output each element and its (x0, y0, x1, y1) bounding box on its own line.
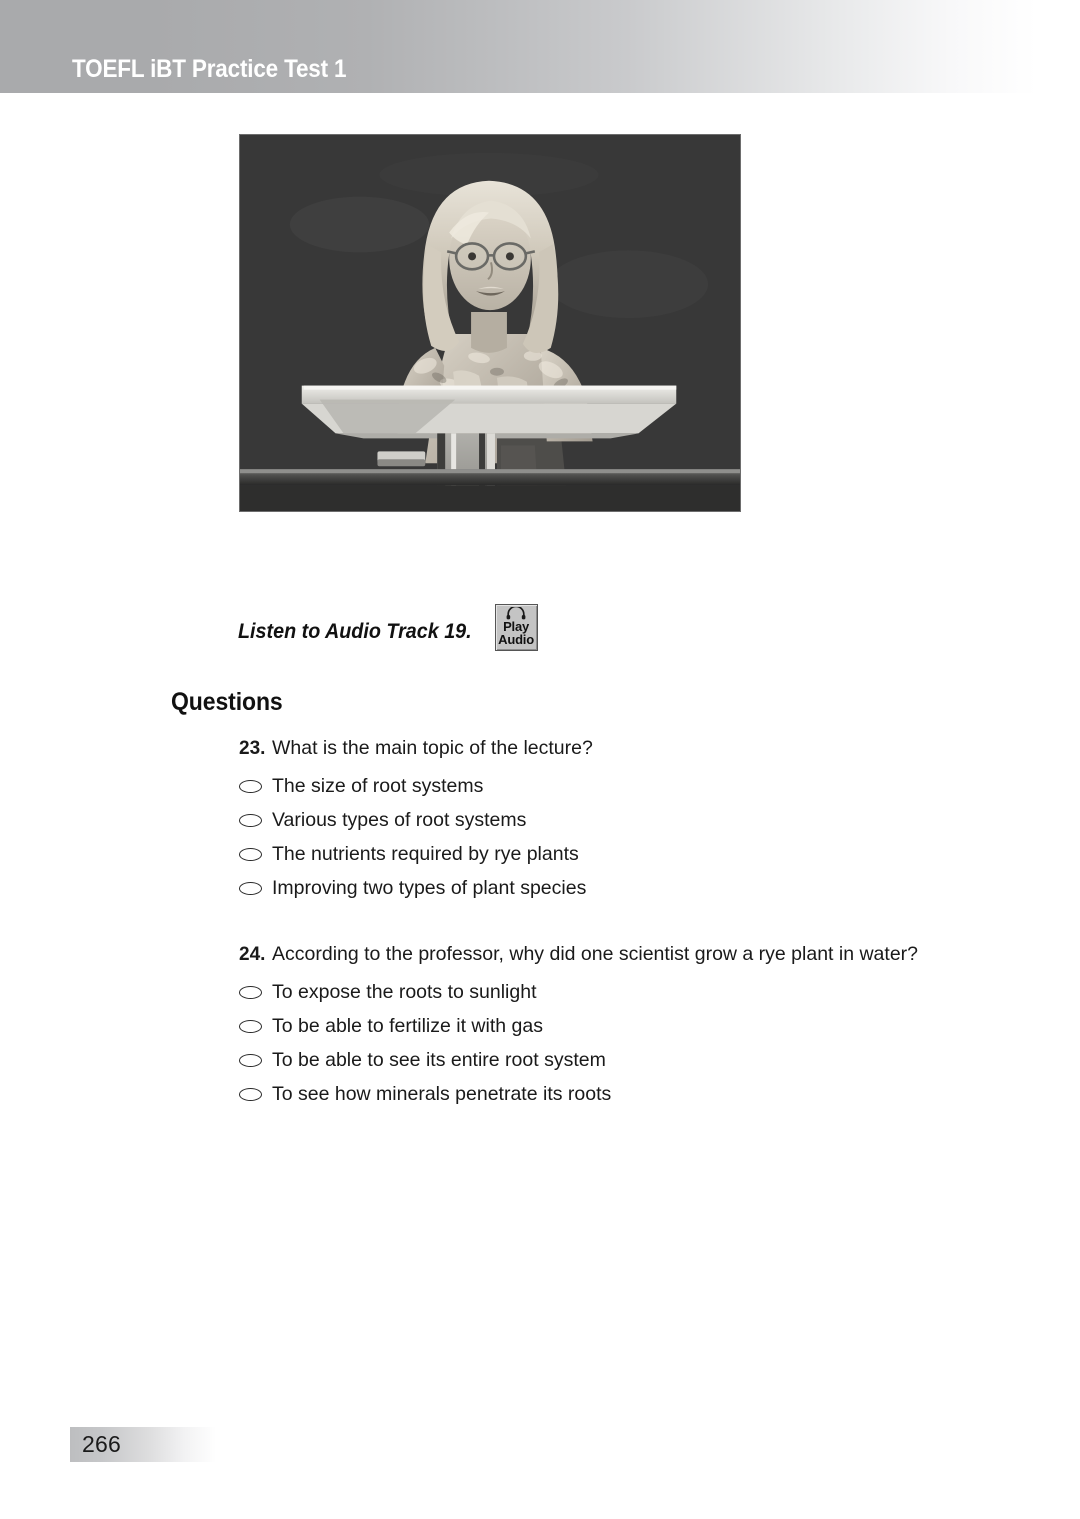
answer-choice[interactable] (239, 803, 919, 837)
answer-choice[interactable] (239, 871, 919, 905)
question-item (239, 735, 919, 905)
play-audio-label-line1: Play (503, 619, 530, 634)
question-item (239, 941, 919, 1111)
questions-list (239, 735, 919, 1111)
answer-choice[interactable] (239, 837, 919, 871)
audio-instruction-label: Listen to Audio Track 19. (238, 620, 472, 643)
answer-choice[interactable] (239, 1077, 919, 1111)
answer-choice-label: Various types of root systems (272, 808, 527, 831)
play-audio-label-line2: Audio (498, 632, 534, 647)
answer-choice-label: The nutrients required by rye plants (272, 842, 579, 865)
answer-choice[interactable] (239, 975, 919, 1009)
answer-choice[interactable] (239, 1009, 919, 1043)
question-number: 23. (239, 738, 266, 759)
radio-oval-icon[interactable] (239, 1020, 272, 1033)
answer-choice-label: The size of root systems (272, 774, 484, 797)
answer-choice[interactable] (239, 769, 919, 803)
play-audio-button[interactable] (495, 604, 538, 651)
answer-choice[interactable] (239, 1043, 919, 1077)
radio-oval-icon[interactable] (239, 1054, 272, 1067)
page-header (0, 0, 1080, 93)
lecture-photo (239, 134, 741, 512)
answer-choice-label: To expose the roots to sunlight (272, 980, 537, 1003)
lecture-photo-graphic (240, 135, 740, 511)
answer-choice-label: To be able to see its entire root system (272, 1048, 606, 1071)
question-text: According to the professor, why did one scientist grow a rye plant in water? (272, 943, 919, 965)
page-title: TOEFL iBT Practice Test 1 (72, 55, 347, 83)
answer-choice-label: To be able to fertilize it with gas (272, 1014, 543, 1037)
radio-oval-icon[interactable] (239, 814, 272, 827)
question-stem (239, 735, 919, 762)
question-text: What is the main topic of the lecture? (272, 737, 593, 759)
answer-choice-label: To see how minerals penetrate its roots (272, 1082, 612, 1105)
radio-oval-icon[interactable] (239, 780, 272, 793)
page-number: 266 (82, 1431, 121, 1457)
answer-choice-label: Improving two types of plant species (272, 876, 587, 899)
audio-instruction-row (238, 603, 538, 651)
question-number: 24. (239, 944, 266, 965)
questions-heading: Questions (171, 688, 283, 716)
question-stem (239, 941, 919, 968)
radio-oval-icon[interactable] (239, 848, 272, 861)
radio-oval-icon[interactable] (239, 1088, 272, 1101)
radio-oval-icon[interactable] (239, 986, 272, 999)
page-footer (70, 1427, 216, 1462)
radio-oval-icon[interactable] (239, 882, 272, 895)
